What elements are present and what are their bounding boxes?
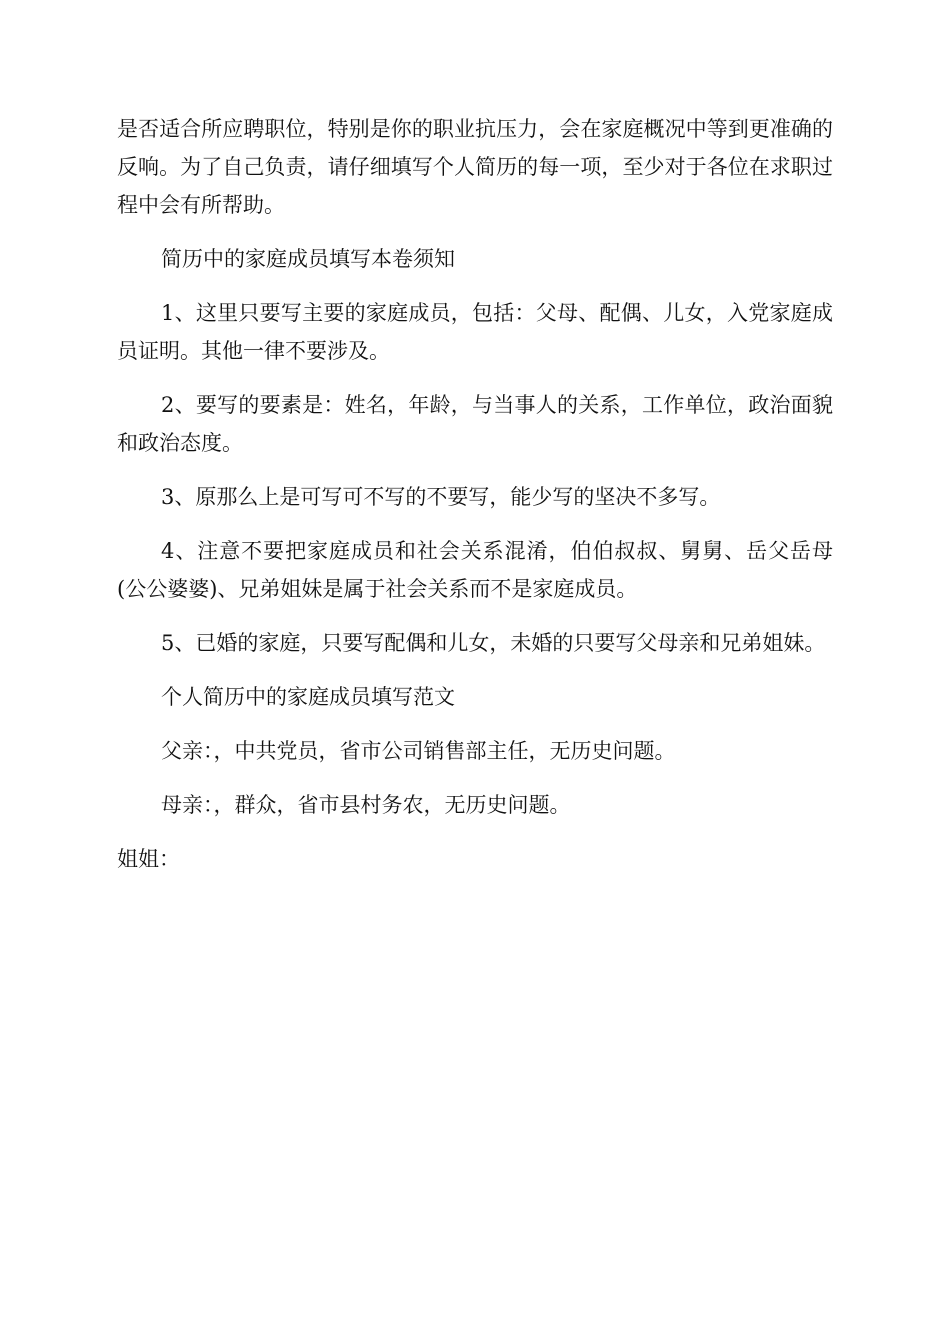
note-item-1: 1、这里只要写主要的家庭成员，包括：父母、配偶、儿女，入党家庭成员证明。其他一律不要涉及。 <box>117 301 833 363</box>
note-item-2: 2、要写的要素是：姓名，年龄，与当事人的关系，工作单位，政治面貌和政治态度。 <box>117 393 833 455</box>
note-item-4: 4、注意不要把家庭成员和社会关系混淆，伯伯叔叔、舅舅、岳父岳母(公公婆婆)、兄弟姐妹是属于社会关系而不是家庭成员。 <box>117 539 833 601</box>
section-heading-notes: 简历中的家庭成员填写本卷须知 <box>161 247 455 271</box>
paragraph-intro: 是否适合所应聘职位，特别是你的职业抗压力，会在家庭概况中等到更准确的反响。为了自己负责，请仔细填写个人简历的每一项，至少对于各位在求职过程中会有所帮助。 <box>117 117 833 217</box>
note-item-3: 3、原那么上是可写可不写的不要写，能少写的坚决不多写。 <box>161 485 721 509</box>
example-sister: 姐姐： <box>117 847 180 871</box>
note-item-5: 5、已婚的家庭，只要写配偶和儿女，未婚的只要写父母亲和兄弟姐妹。 <box>161 631 826 655</box>
document-body <box>117 110 833 894</box>
example-father: 父亲：，中共党员，省市公司销售部主任，无历史问题。 <box>161 739 676 763</box>
example-mother: 母亲：，群众，省市县村务农，无历史问题。 <box>161 793 571 817</box>
section-heading-example: 个人简历中的家庭成员填写范文 <box>161 685 455 709</box>
